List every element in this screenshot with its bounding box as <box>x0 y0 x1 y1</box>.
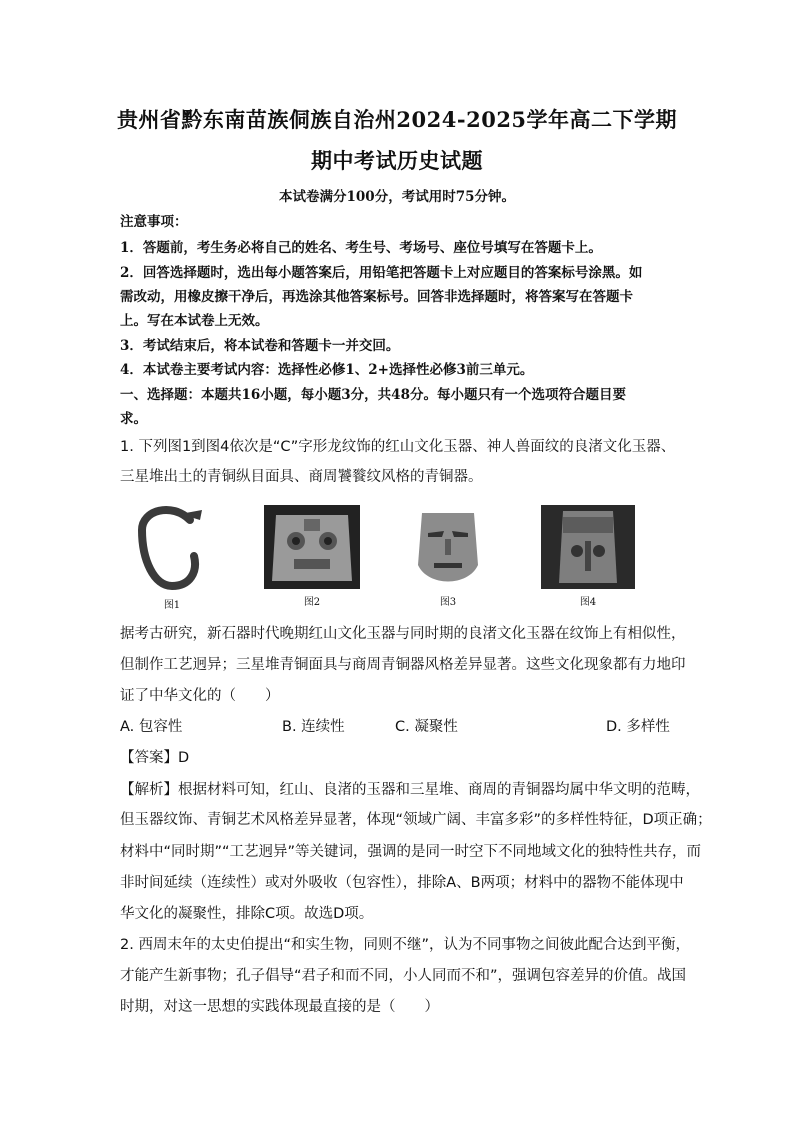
c-dragon-jade-image <box>132 500 212 592</box>
figure-4 <box>540 505 636 608</box>
section-heading-continued: 求。 <box>120 411 147 427</box>
notice-item: 3．考试结束后，将本试卷和答题卡一并交回。 <box>120 338 400 354</box>
section-heading: 一、选择题：本题共16小题，每小题3分，共48分。每小题只有一个选项符合题目要 <box>120 387 626 403</box>
notice-item: 2．回答选择题时，选出每小题答案后，用铅笔把答题卡上对应题目的答案标号涂黑。如 <box>120 265 643 281</box>
question-1-body: 据考古研究，新石器时代晚期红山文化玉器与同时期的良渚文化玉器在纹饰上有相似性， <box>120 626 686 642</box>
question-1-stem: 三星堆出土的青铜纵目面具、商周饕餮纹风格的青铜器。 <box>120 469 483 485</box>
notice-item: 1．答题前，考生务必将自己的姓名、考生号、考场号、座位号填写在答题卡上。 <box>120 240 602 256</box>
option-d: D. 多样性 <box>606 719 670 735</box>
notice-heading: 注意事项： <box>120 214 188 230</box>
figure-3 <box>405 505 491 608</box>
figure-1-caption: 图1 <box>163 600 181 611</box>
document-title-line-2: 期中考试历史试题 <box>311 148 483 173</box>
question-1-analysis: 材料中“同时期”“工艺迥异”等关键词，强调的是同一时空下不同地域文化的独特性共存，而 <box>120 844 702 860</box>
figure-2-caption: 图2 <box>303 597 321 608</box>
notice-item: 需改动，用橡皮擦干净后，再选涂其他答案标号。回答非选择题时，将答案写在答题卡 <box>120 289 633 305</box>
question-1-analysis: 华文化的凝聚性，排除C项。故选D项。 <box>120 906 374 922</box>
figure-3-caption: 图3 <box>439 597 457 608</box>
question-2-stem: 才能产生新事物；孔子倡导“君子和而不同，小人同而不和”，强调包容差异的价值。战国 <box>120 968 687 984</box>
notice-item: 上。写在本试卷上无效。 <box>120 313 269 329</box>
question-1-body: 证了中华文化的（ ） <box>120 688 280 704</box>
option-b: B. 连续性 <box>282 719 345 735</box>
document-title-line-1: 贵州省黔东南苗族侗族自治州2024-2025学年高二下学期 <box>116 107 678 132</box>
sanxingdui-bronze-mask-image <box>408 505 488 589</box>
figure-4-caption: 图4 <box>579 597 597 608</box>
taotie-bronze-vessel-image <box>541 505 635 589</box>
figure-1 <box>128 500 216 611</box>
exam-info: 本试卷满分100分，考试用时75分钟。 <box>279 189 515 205</box>
question-2-stem: 时期，对这一思想的实践体现最直接的是（ ） <box>120 999 439 1015</box>
notice-item: 4．本试卷主要考试内容：选择性必修1、2+选择性必修3前三单元。 <box>120 362 534 378</box>
question-2-stem: 2. 西周末年的太史伯提出“和实生物，同则不继”，认为不同事物之间彼此配合达到平衡， <box>120 937 690 953</box>
question-1-analysis: 但玉器纹饰、青铜艺术风格差异显著，体现“领域广阔、丰富多彩”的多样性特征，D项正确； <box>120 812 712 828</box>
option-a: A. 包容性 <box>120 719 183 735</box>
question-1-analysis: 非时间延续（连续性）或对外吸收（包容性），排除A、B两项；材料中的器物不能体现中 <box>120 875 684 891</box>
question-1-body: 但制作工艺迥异；三星堆青铜面具与商周青铜器风格差异显著。这些文化现象都有力地印 <box>120 657 686 673</box>
figure-2 <box>264 505 360 608</box>
question-1-analysis: 【解析】根据材料可知，红山、良渚的玉器和三星堆、商周的青铜器均属中华文明的范畴， <box>120 782 700 798</box>
option-c: C. 凝聚性 <box>395 719 458 735</box>
liangzhu-jade-mask-image <box>264 505 360 589</box>
question-1-answer: 【答案】D <box>120 750 190 766</box>
question-1-stem: 1. 下列图1到图4依次是“C”字形龙纹饰的红山文化玉器、神人兽面纹的良渚文化玉器、 <box>120 439 676 455</box>
